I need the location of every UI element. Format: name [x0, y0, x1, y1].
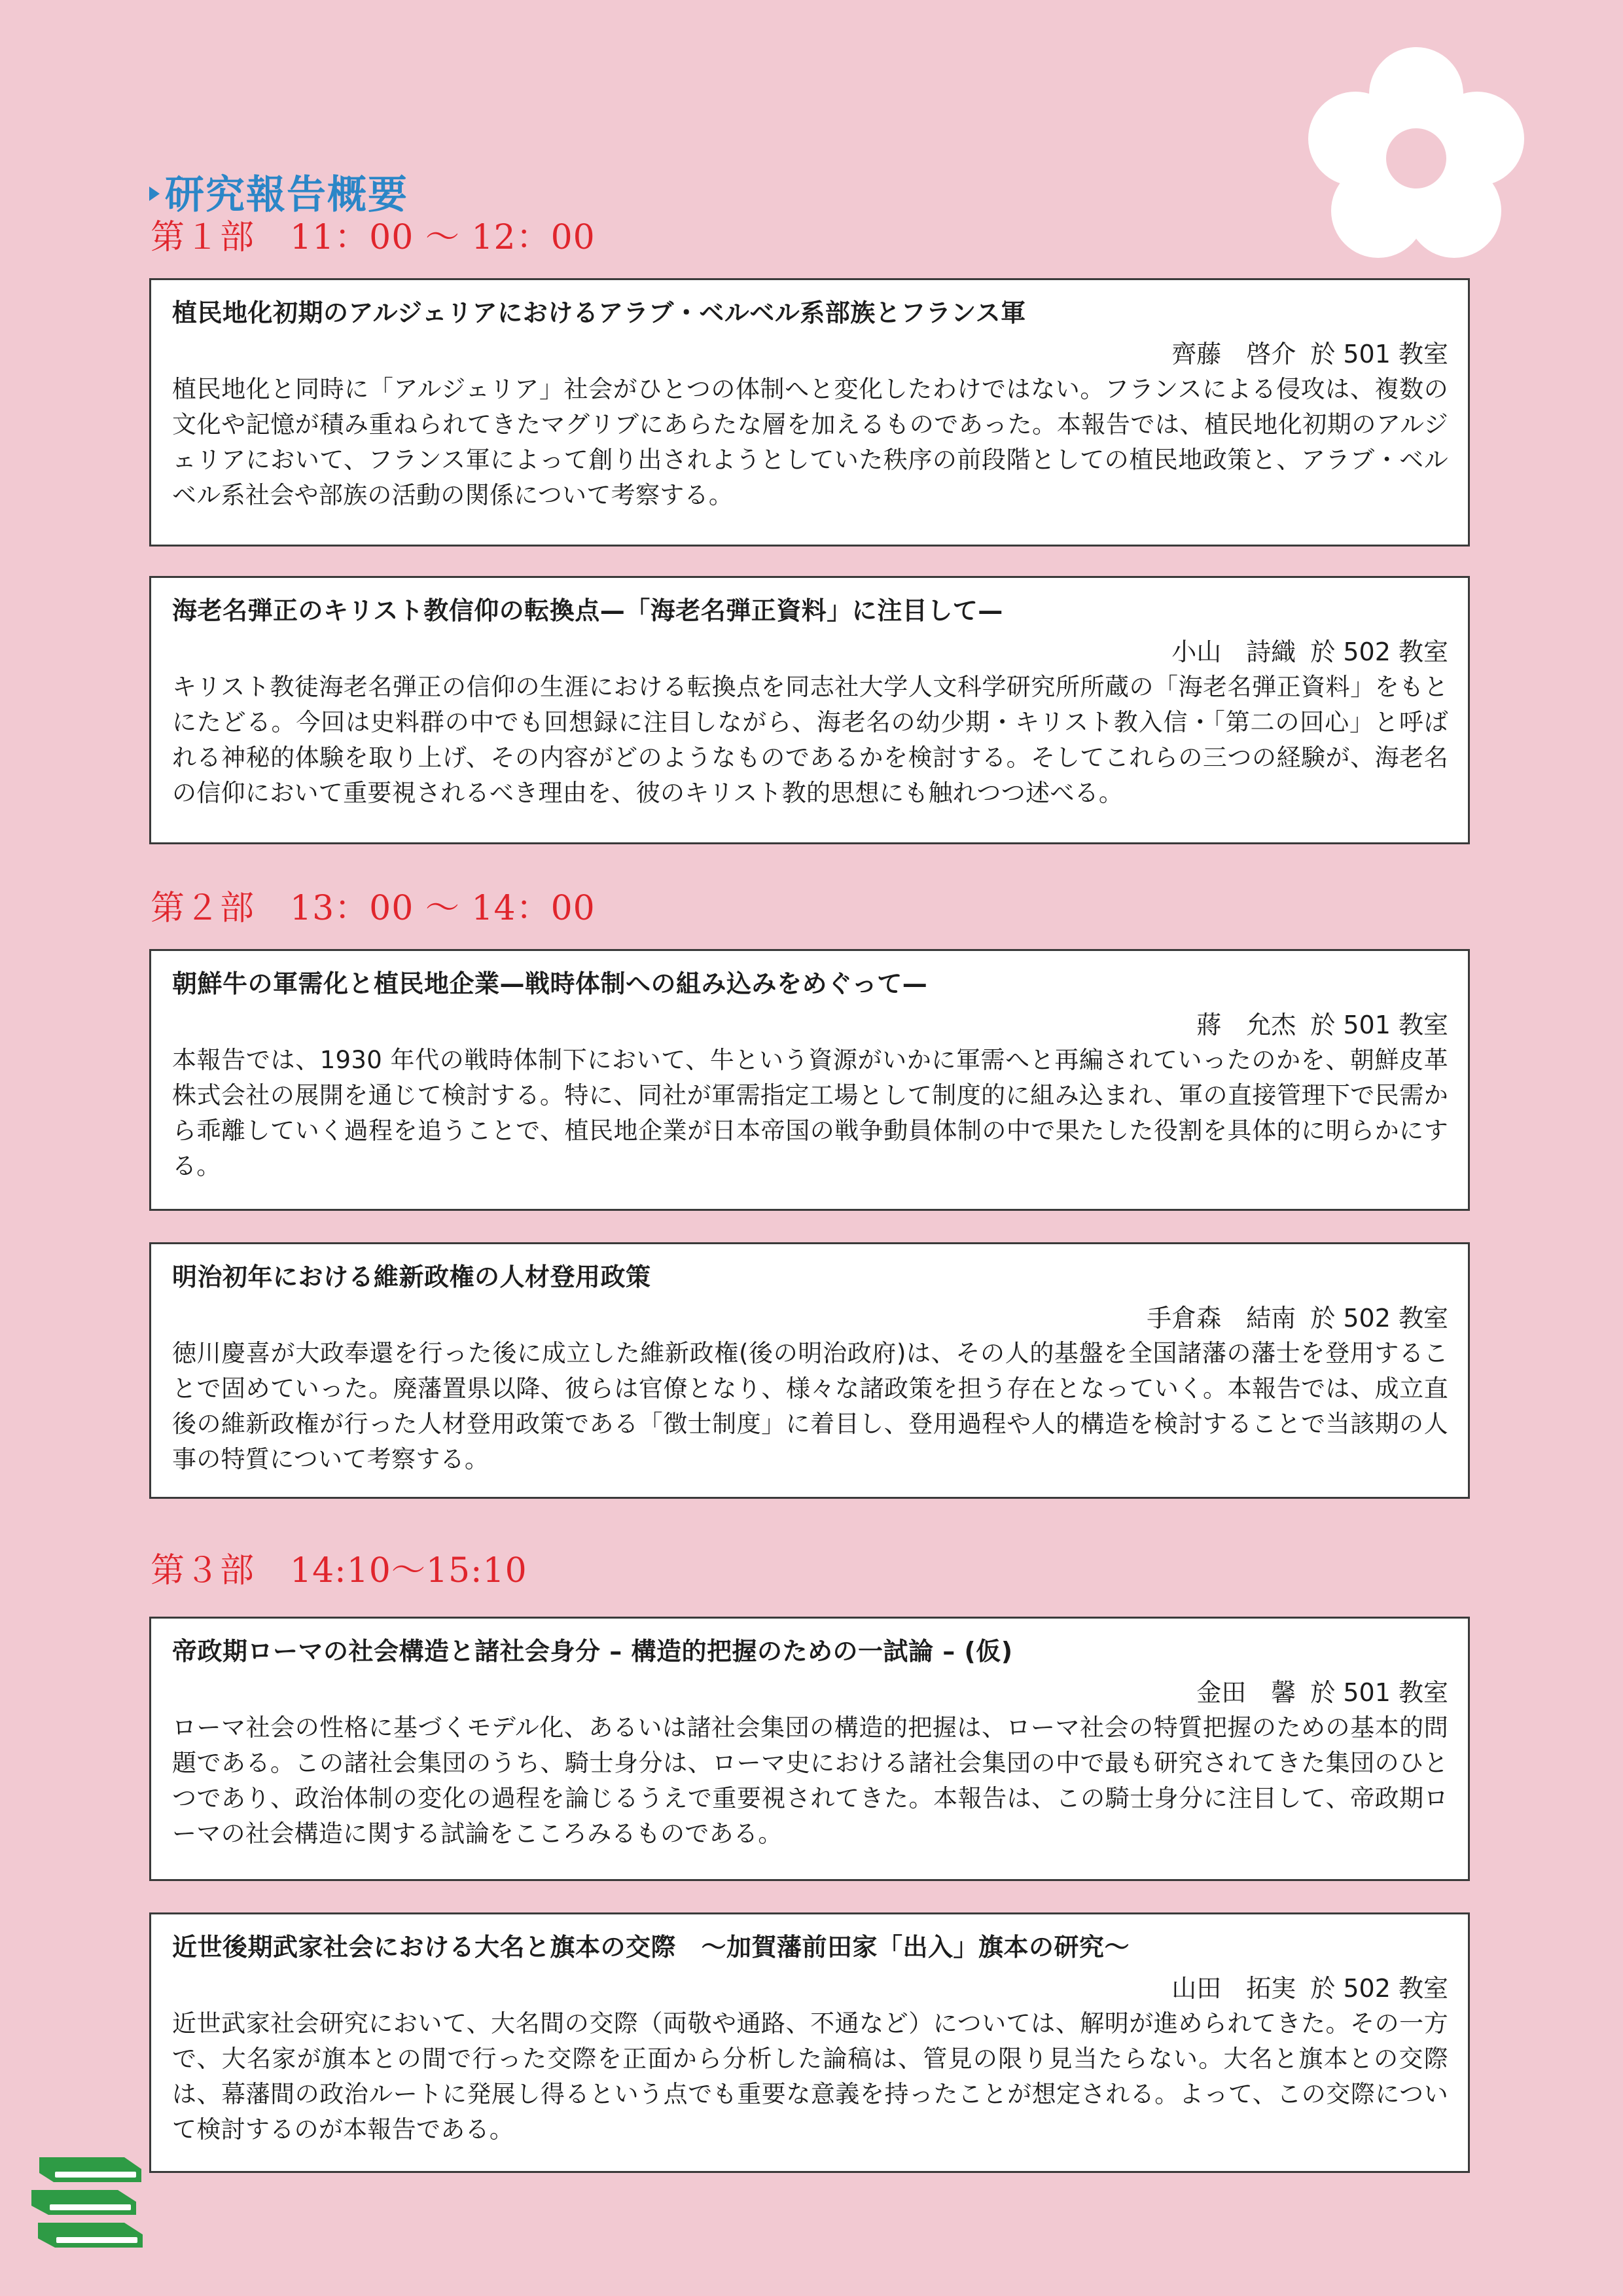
report-meta: [172, 634, 1448, 670]
flower-icon: [1305, 47, 1527, 270]
report-abstract: 植民地化と同時に「アルジェリア」社会がひとつの体制へと変化したわけではない。フランスによる侵攻は、複数の文化や記憶が積み重ねられてきたマグリブにあらたな層を加えるものであった。本報告では、植民地化初期のアルジェリアにおいて、フランス軍によって創り出されようとしていた秩序の前段階としての植民地政策と、アラブ・ベルベル系社会や部族の活動の関係について考察する。: [172, 375, 1448, 509]
report-card-3: [149, 949, 1470, 1211]
report-meta: [172, 1675, 1448, 1710]
section-label: 第２部: [151, 889, 255, 928]
report-title: 植民地化初期のアルジェリアにおけるアラブ・ベルベル系部族とフランス軍: [172, 298, 1026, 327]
report-card-6: [149, 1912, 1470, 2173]
report-meta: [172, 1007, 1448, 1043]
report-title: 帝政期ローマの社会構造と諸社会身分 – 構造的把握のための一試論 – (仮): [172, 1637, 1013, 1666]
section-label: 第３部: [151, 1551, 255, 1590]
report-abstract: 徳川慶喜が大政奉還を行った後に成立した維新政権(後の明治政府)は、その人的基盤を全国諸藩の藩士を登用することで固めていった。廃藩置県以降、彼らは官僚となり、様々な諸政策を担う存在となっていく。本報告では、成立直後の維新政権が行った人材登用政策である「徴士制度」に着目し、登用過程や人的構造を検討することで当該期の人事の特質について考察する。: [172, 1339, 1448, 1473]
report-abstract: 本報告では、1930 年代の戦時体制下において、牛という資源がいかに軍需へと再編されていったのかを、朝鮮皮革株式会社の展開を通じて検討する。特に、同社が軍需指定工場として制度的に組み込まれ、軍の直接管理下で民需から乖離していく過程を追うことで、植民地企業が日本帝国の戦争動員体制の中で果たした役割を具体的に明らかにする。: [172, 1046, 1448, 1180]
report-abstract: 近世武家社会研究において、大名間の交際（両敬や通路、不通など）については、解明が進められてきた。その一方で、大名家が旗本との間で行った交際を正面から分析した論稿は、管見の限り見当たらない。大名と旗本との交際は、幕藩間の政治ルートに発展し得るという点でも重要な意義を持ったことが想定される。よって、この交際について検討するのが本報告である。: [172, 2009, 1448, 2144]
presenter-name: 蔣 允杰: [1196, 1011, 1296, 1039]
room-label: 於 502 教室: [1310, 1974, 1448, 2003]
room-label: 於 502 教室: [1310, 637, 1448, 666]
presenter-name: 金田 馨: [1196, 1678, 1296, 1707]
report-meta: [172, 1300, 1448, 1336]
section-heading-part1: [151, 209, 596, 259]
presenter-name: 齊藤 啓介: [1171, 340, 1296, 368]
report-meta: [172, 1971, 1448, 2006]
triangle-marker-icon: [149, 187, 160, 201]
room-label: 於 502 教室: [1310, 1304, 1448, 1333]
report-card-2: [149, 576, 1470, 844]
section-heading-part2: [151, 880, 596, 929]
report-title: 朝鮮牛の軍需化と植民地企業—戦時体制への組み込みをめぐって—: [172, 969, 928, 998]
presenter-name: 山田 拓実: [1171, 1974, 1296, 2003]
report-abstract: キリスト教徒海老名弾正の信仰の生涯における転換点を同志社大学人文科学研究所所蔵の「海老名弾正資料」をもとにたどる。今回は史料群の中でも回想録に注目しながら、海老名の幼少期・キリスト教入信・「第二の回心」と呼ばれる神秘的体験を取り上げ、その内容がどのようなものであるかを検討する。そしてこれらの三つの経験が、海老名の信仰において重要視されるべき理由を、彼のキリスト教的思想にも触れつつ述べる。: [172, 673, 1448, 807]
report-title: 明治初年における維新政権の人材登用政策: [172, 1263, 651, 1291]
section-label: 第１部: [151, 218, 255, 257]
book-stack-icon: [26, 2155, 148, 2259]
report-title: 海老名弾正のキリスト教信仰の転換点—「海老名弾正資料」に注目して—: [172, 596, 1003, 625]
section-heading-part3: [151, 1543, 527, 1592]
presenter-name: 手倉森 結南: [1147, 1304, 1296, 1333]
section-time: 14:10〜15:10: [290, 1551, 527, 1590]
report-card-5: [149, 1617, 1470, 1881]
report-title: 近世後期武家社会における大名と旗本の交際 〜加賀藩前田家「出入」旗本の研究〜: [172, 1933, 1130, 1962]
report-meta: [172, 336, 1448, 372]
section-time: 11：00 〜 12：00: [290, 218, 596, 257]
report-card-4: [149, 1242, 1470, 1499]
room-label: 於 501 教室: [1310, 1678, 1448, 1707]
report-abstract: ローマ社会の性格に基づくモデル化、あるいは諸社会集団の構造的把握は、ローマ社会の特質把握のための基本的問題である。この諸社会集団のうち、騎士身分は、ローマ史における諸社会集団の中で最も研究されてきた集団のひとつであり、政治体制の変化の過程を論じるうえで重要視されてきた。本報告は、この騎士身分に注目して、帝政期ローマの社会構造に関する試論をこころみるものである。: [172, 1713, 1448, 1848]
page-title-text: 研究報告概要: [165, 172, 408, 218]
presenter-name: 小山 詩織: [1171, 637, 1296, 666]
section-time: 13：00 〜 14：00: [290, 889, 596, 928]
report-card-1: [149, 278, 1470, 547]
room-label: 於 501 教室: [1310, 340, 1448, 368]
room-label: 於 501 教室: [1310, 1011, 1448, 1039]
